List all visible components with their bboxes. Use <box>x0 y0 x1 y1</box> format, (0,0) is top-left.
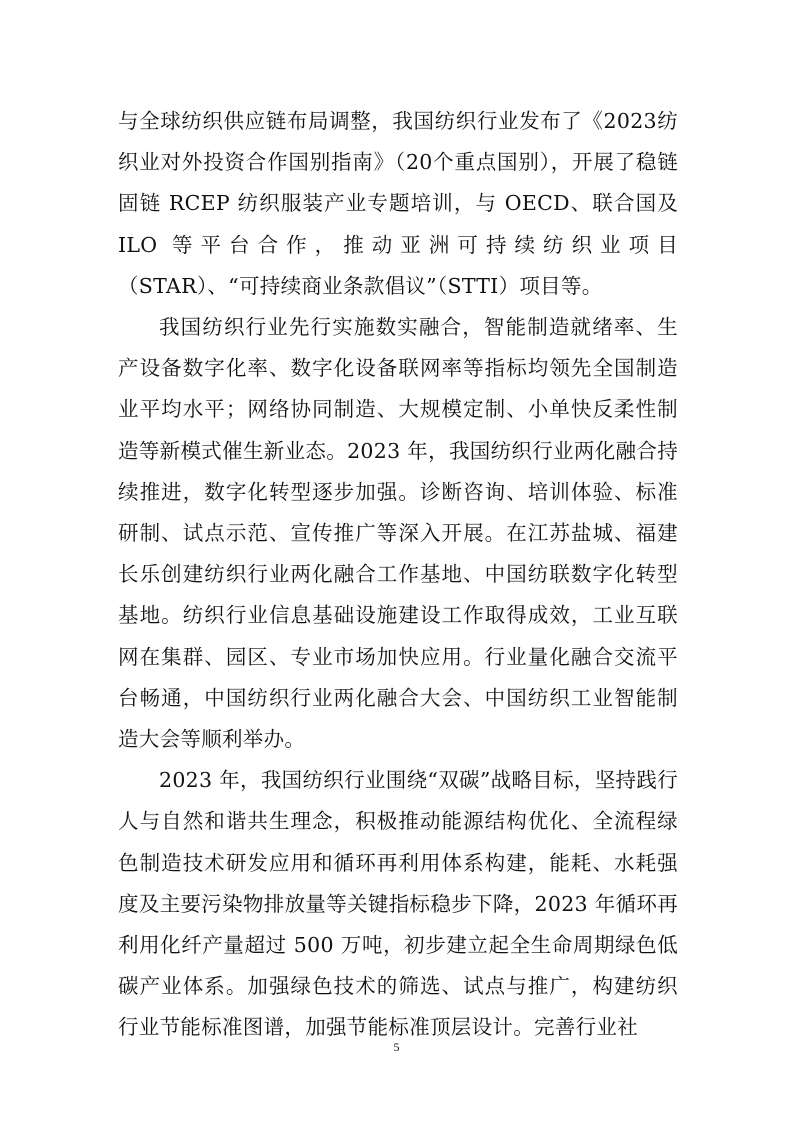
page-number: 5 <box>393 1040 400 1054</box>
body-text <box>118 101 678 1049</box>
paragraph-dual-carbon: 2023 年，我国纺织行业围绕“双碳”战略目标，坚持践行人与自然和谐共生理念，积极推动能源结构优化、全流程绿色制造技术研发应用和循环再利用体系构建，能耗、水耗强度及主要污染物排放量等关键指标稳步下降，2023 年循环再利用化纤产量超过 500 万吨，初步建立起全生命周期绿色低碳产业体系。加强绿色技术的筛选、试点与推广，构建纺织行业节能标准图谱，加强节能标准顶层设计。完善行业社 <box>118 768 678 1040</box>
paragraph-digital-integration: 我国纺织行业先行实施数实融合，智能制造就绪率、生产设备数字化率、数字化设备联网率等指标均领先全国制造业平均水平；网络协同制造、大规模定制、小单快反柔性制造等新模式催生新业态。2023 年，我国纺织行业两化融合持续推进，数字化转型逐步加强。诊断咨询、培训体验、标准研制、试点示范、宣传推广等深入开展。在江苏盐城、福建长乐创建纺织行业两化融合工作基地、中国纺联数字化转型基地。纺织行业信息基础设施建设工作取得成效，工业互联网在集群、园区、专业市场加快应用。行业量化融合交流平台畅通，中国纺织行业两化融合大会、中国纺织工业智能制造大会等顺利举办。 <box>118 315 678 752</box>
paragraph-continuation: 与全球纺织供应链布局调整，我国纺织行业发布了《2023纺织业对外投资合作国别指南》（20个重点国别），开展了稳链固链 RCEP 纺织服装产业专题培训，与 OECD、联合国及 ILO 等平台合作，推动亚洲可持续纺织业项目（STAR）、“可持续商业条款倡议”（STTI）项目等。 <box>118 109 678 298</box>
